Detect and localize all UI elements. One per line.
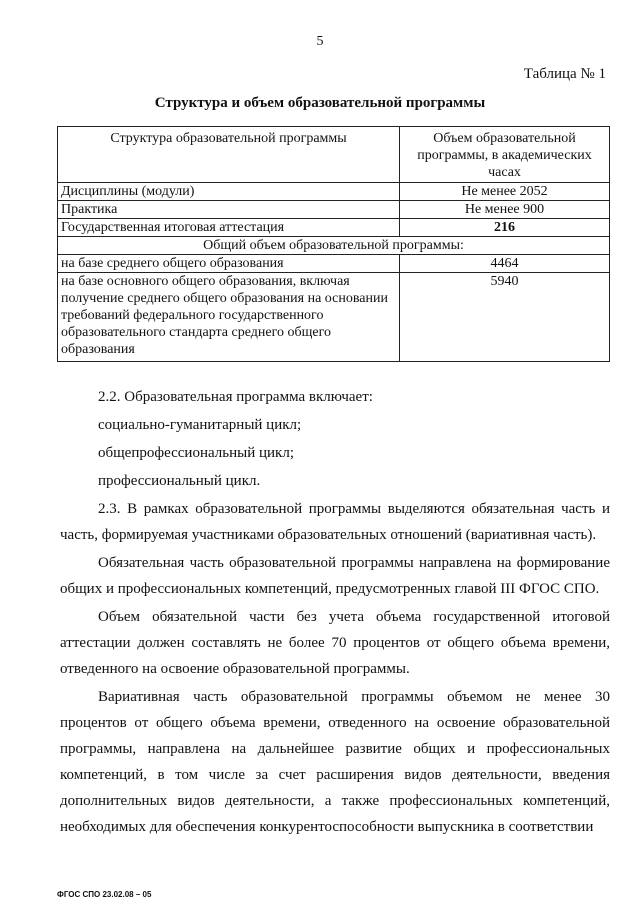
row-label-practice: Практика <box>58 201 400 219</box>
table-row <box>58 219 610 237</box>
table-row <box>58 201 610 219</box>
header-volume: Объем образовательной программы, в академических часах <box>400 127 610 183</box>
paragraph-variable-part: Вариативная часть образовательной программы объемом не менее 30 процентов от общего объема времени, отведенного на освоение образовательной программы, направлена на дальнейшее развитие общих и профессиональных компетенций, в том числе за счет расширения видов деятельности, введения дополнительных видов деятельности, а также профессиональных компетенций, необходимых для обеспечения конкурентоспособности выпускника в соответствии <box>60 689 610 835</box>
table-header-row <box>58 127 610 183</box>
row-label-basic: на базе основного общего образования, включая получение среднего общего образования на основании требований федерального государственного образовательного стандарта среднего общего образования <box>58 273 400 362</box>
body-text <box>60 384 610 840</box>
page-number: 5 <box>316 34 324 49</box>
table-title: Структура и объем образовательной программы <box>154 95 486 111</box>
row-label-attestation: Государственная итоговая аттестация <box>58 219 400 237</box>
paragraph-2-3: 2.3. В рамках образовательной программы выделяются обязательная часть и часть, формируемая участниками образовательных отношений (вариативная часть). <box>60 501 610 543</box>
row-value-attestation: 216 <box>400 219 610 237</box>
table-total-row <box>58 237 610 255</box>
header-structure: Структура образовательной программы <box>58 127 400 183</box>
row-label-secondary: на базе среднего общего образования <box>58 255 400 273</box>
table-number: Таблица № 1 <box>523 66 606 82</box>
table-row <box>58 183 610 201</box>
row-value-disciplines: Не менее 2052 <box>400 183 610 201</box>
list-item-cycle: профессиональный цикл. <box>98 473 261 489</box>
paragraph-program-includes: 2.2. Образовательная программа включает: <box>98 389 373 405</box>
paragraph-mandatory-part: Обязательная часть образовательной программы направлена на формирование общих и профессиональных компетенций, предусмотренных главой III ФГОС СПО. <box>60 555 610 597</box>
total-volume-label: Общий объем образовательной программы: <box>58 237 610 255</box>
structure-table <box>57 126 610 362</box>
row-label-disciplines: Дисциплины (модули) <box>58 183 400 201</box>
paragraph-mandatory-volume: Объем обязательной части без учета объема государственной итоговой аттестации должен составлять не более 70 процентов от общего объема времени, отведенного на освоение образовательной программы. <box>60 609 610 677</box>
table-row <box>58 255 610 273</box>
list-item-cycle: общепрофессиональный цикл; <box>98 445 294 461</box>
list-item-cycle: социально-гуманитарный цикл; <box>98 417 302 433</box>
table-row <box>58 273 610 362</box>
row-value-practice: Не менее 900 <box>400 201 610 219</box>
row-value-secondary: 4464 <box>400 255 610 273</box>
row-value-basic: 5940 <box>400 273 610 362</box>
footer-code: ФГОС СПО 23.02.08 – 05 <box>57 890 152 899</box>
